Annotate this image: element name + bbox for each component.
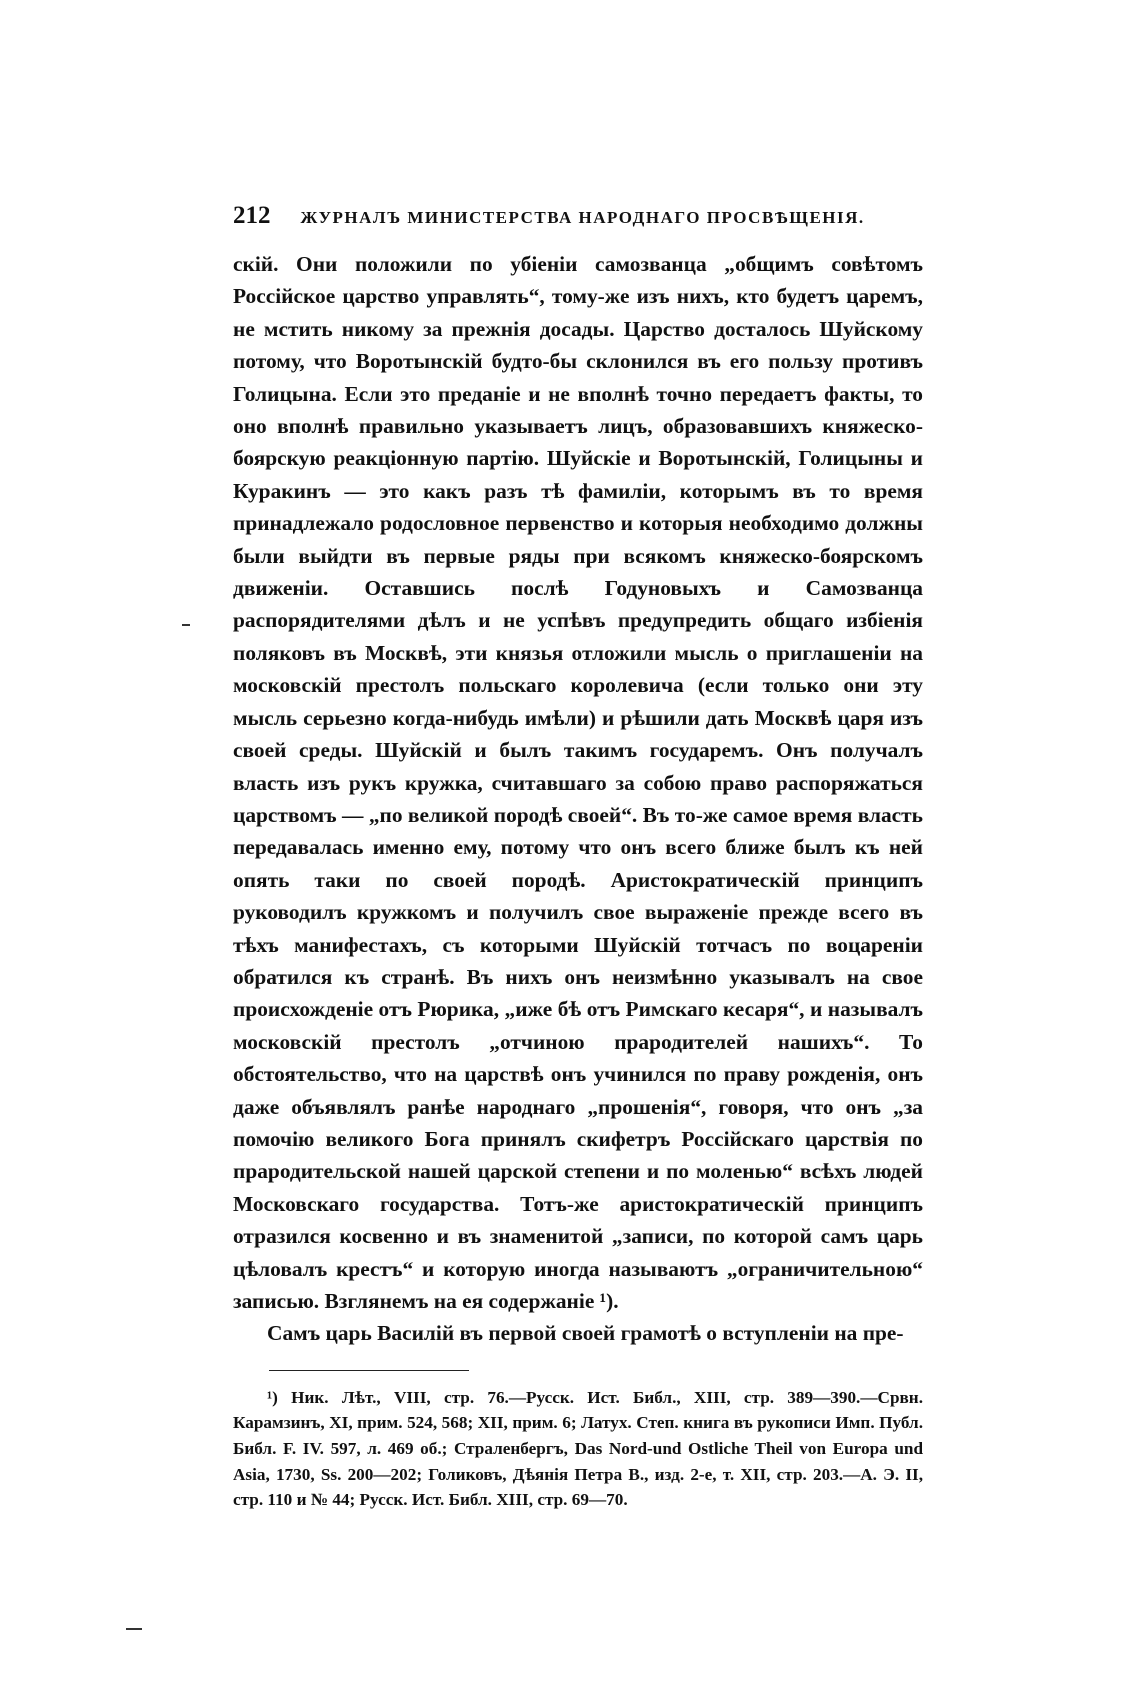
footnote-divider [269,1370,469,1371]
main-text [233,248,923,1350]
scan-mark [182,624,190,626]
book-page [233,202,923,1513]
scan-mark [126,1628,142,1630]
paragraph-new: Самъ царь Василій въ первой своей грамотѣ о вступленіи на пре- [267,1321,904,1346]
paragraph-continued: скій. Они положили по убіеніи самозванца „общимъ совѣтомъ Россійское царство управлять“, тому-же изъ нихъ, кто будетъ царемъ, не мстить никому за прежнія досады. Царство досталось Шуйскому потому, что Воротынскій будто-бы склонился въ его пользу противъ Голицына. Если это преданіе и не вполнѣ точно передаетъ факты, то оно вполнѣ правильно указываетъ лицъ, образовавшихъ княжеско-боярскую реакціонную партію. Шуйскіе и Воротынскій, Голицыны и Куракинъ — это какъ разъ тѣ фамиліи, которымъ въ то время принадлежало родословное первенство и которыя необходимо должны были выйдти въ первые ряды при всякомъ княжеско-боярскомъ движеніи. Оставшись послѣ Годуновыхъ и Самозванца распорядителями дѣлъ и не успѣвъ предупредить общаго избіенія поляковъ въ Москвѣ, эти князья отложили мысль о приглашеніи на московскій престолъ польскаго королевича (если только они эту мысль серьезно когда-нибудь имѣли) и рѣшили дать Москвѣ царя изъ своей среды. Шуйскій и былъ такимъ государемъ. Онъ получалъ власть изъ рукъ кружка, считавшаго за собою право распоряжаться царствомъ — „по великой породѣ своей“. Въ то-же самое время власть передавалась именно ему, потому что онъ всего ближе былъ къ ней опять таки по своей породѣ. Аристократическій принципъ руководилъ кружкомъ и получилъ свое выраженіе прежде всего въ тѣхъ манифестахъ, съ которыми Шуйскій тотчасъ по воцареніи обратился къ странѣ. Въ нихъ онъ неизмѣнно указывалъ на свое происхожденіе отъ Рюрика, „иже бѣ отъ Римскаго кесаря“, и называлъ московскій престолъ „отчиною прародителей нашихъ“. То обстоятельство, что на царствѣ онъ учинился по праву рожденія, онъ даже объявлялъ ранѣе народнаго „прошенія“, говоря, что онъ „за помочію великого Бога принялъ скифетръ Россійскаго царствія по прародительской нашей царской степени и по моленью“ всѣхъ людей Московскаго государства. Тотъ-же аристократическій принципъ отразился косвенно и въ знаменитой „записи, по которой самъ царь цѣловалъ крестъ“ и которую иногда называютъ „ограничительною“ записью. Взглянемъ на ея содержаніе ¹). [233,252,923,1313]
footnote: ¹) Ник. Лѣт., VIII, стр. 76.—Русск. Ист. Библ., XIII, стр. 389—390.—Срвн. Карамзинъ, XI, прим. 524, 568; XII, прим. 6; Латух. Степ. книга въ рукописи Имп. Публ. Библ. F. IV. 597, л. 469 об.; Страленбергъ, Das Nord-und Ostliche Theil von Europa und Asia, 1730, Ss. 200—202; Голиковъ, Дѣянія Петра В., изд. 2-е, т. XII, стр. 203.—А. Э. II, стр. 110 и № 44; Русск. Ист. Библ. XIII, стр. 69—70. [233,1387,923,1510]
journal-title: ЖУРНАЛЪ МИНИСТЕРСТВА НАРОДНАГО ПРОСВѢЩЕНІЯ. [300,208,865,227]
running-head [233,202,923,230]
page-number: 212 [233,202,271,229]
